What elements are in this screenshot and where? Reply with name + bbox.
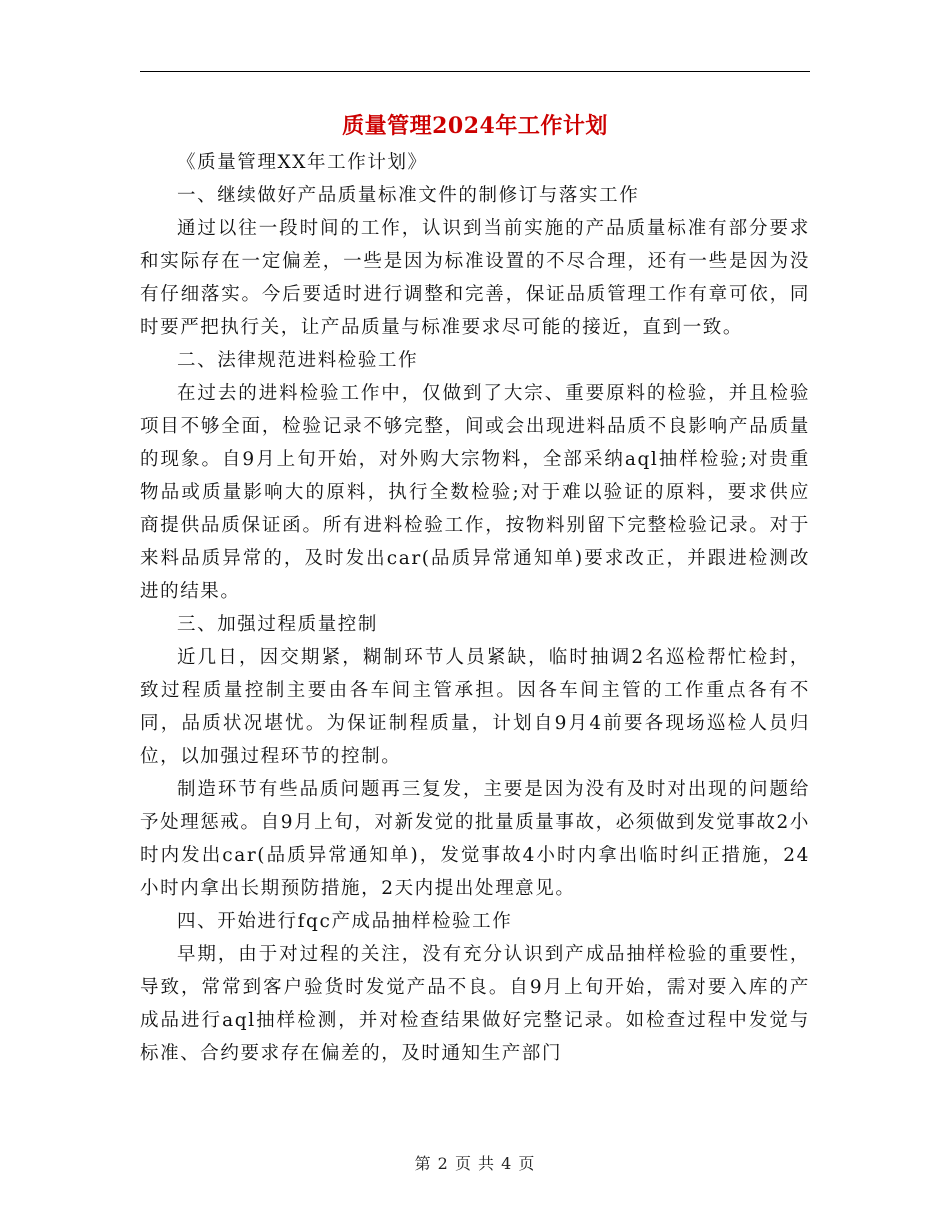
paragraph: 通过以往一段时间的工作，认识到当前实施的产品质量标准有部分要求和实际存在一定偏差，一些是因为标准设置的不尽合理，还有一些是因为没有仔细落实。今后要适时进行调整和完善，保证品质管理工作有章可依，同时要严把执行关，让产品质量与标准要求尽可能的接近，直到一致。: [140, 218, 810, 338]
paragraph: 制造环节有些品质问题再三复发，主要是因为没有及时对出现的问题给予处理惩戒。自9月上旬，对新发觉的批量质量事故，必须做到发觉事故2小时内发出car(品质异常通知单)，发觉事故4小时内拿出临时纠正措施，24小时内拿出长期预防措施，2天内提出处理意见。: [140, 779, 810, 899]
paragraph: 早期，由于对过程的关注，没有充分认识到产成品抽样检验的重要性，导致，常常到客户验货时发觉产品不良。自9月上旬开始，需对要入库的产成品进行aql抽样检测，并对检查结果做好完整记录。如检查过程中发觉与标准、合约要求存在偏差的，及时通知生产部门: [140, 944, 810, 1064]
section-heading: 一、继续做好产品质量标准文件的制修订与落实工作: [177, 185, 640, 206]
paragraph: 《质量管理XX年工作计划》: [177, 152, 428, 173]
document-title: 质量管理2024年工作计划: [342, 113, 608, 139]
document-body: [140, 146, 810, 1070]
header-rule: [140, 71, 810, 72]
section-heading: 三、加强过程质量控制: [177, 614, 379, 635]
paragraph: 在过去的进料检验工作中，仅做到了大宗、重要原料的检验，并且检验项目不够全面，检验记录不够完整，间或会出现进料品质不良影响产品质量的现象。自9月上旬开始，对外购大宗物料，全部采纳aql抽样检验;对贵重物品或质量影响大的原料，执行全数检验;对于难以验证的原料，要求供应商提供品质保证函。所有进料检验工作，按物料别留下完整检验记录。对于来料品质异常的，及时发出car(品质异常通知单)要求改正，并跟进检测改进的结果。: [140, 383, 810, 602]
section-heading: 四、开始进行fqc产成品抽样检验工作: [177, 911, 513, 932]
section-heading: 二、法律规范进料检验工作: [177, 350, 419, 371]
paragraph: 近几日，因交期紧，糊制环节人员紧缺，临时抽调2名巡检帮忙检封，致过程质量控制主要由各车间主管承担。因各车间主管的工作重点各有不同，品质状况堪忧。为保证制程质量，计划自9月4前要各现场巡检人员归位，以加强过程环节的控制。: [140, 647, 810, 767]
page-footer: 第 2 页 共 4 页: [414, 1154, 536, 1173]
